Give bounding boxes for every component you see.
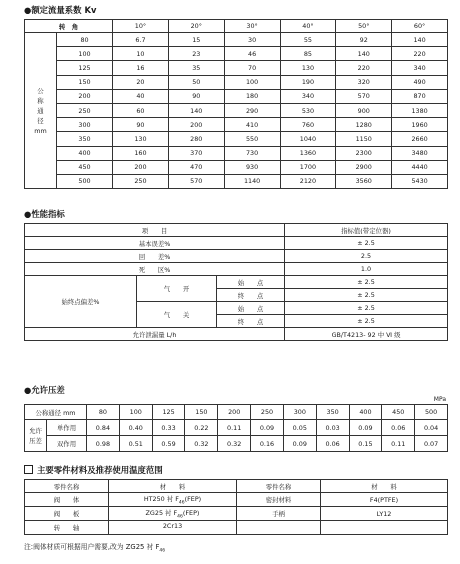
kv-cell: 200 (113, 160, 169, 174)
dp-title: 允许压差 (31, 385, 65, 395)
close-start-value: ± 2.5 (285, 302, 448, 315)
kv-cell: 1280 (336, 118, 392, 132)
start-point-label: 始 点 (217, 276, 285, 289)
kv-cell: 23 (168, 47, 224, 61)
material-cell: LY12 (321, 507, 448, 521)
single-acting-cell: 0.33 (152, 420, 185, 436)
table-row (25, 132, 448, 146)
dp-diameter-cell: 300 (283, 405, 316, 420)
single-acting-cell: 0.40 (119, 420, 152, 436)
double-acting-cell: 0.11 (382, 436, 415, 452)
kv-cell: 1040 (280, 132, 336, 146)
angle-header: 40° (280, 20, 336, 33)
material-main: HT250 衬 F (143, 494, 179, 503)
materials-note (24, 541, 448, 553)
note-text: 注:阀体材质可根据用户需要,改为 ZG25 衬 F (24, 543, 160, 551)
kv-cell: 140 (336, 47, 392, 61)
dp-diameter-cell: 200 (218, 405, 251, 420)
kv-cell: 320 (336, 75, 392, 89)
leakage-value: GB/T4213- 92 中 Ⅵ 级 (285, 328, 448, 341)
endpoint-deviation-label: 始终点偏差% (25, 276, 137, 328)
kv-cell: 550 (224, 132, 280, 146)
kv-cell: 490 (392, 75, 448, 89)
diameter-cell: 200 (57, 89, 113, 103)
kv-cell: 140 (168, 103, 224, 117)
single-acting-cell: 0.84 (87, 420, 120, 436)
kv-cell: 200 (168, 118, 224, 132)
side-label-char: 径 (37, 116, 44, 125)
kv-cell: 570 (336, 89, 392, 103)
kv-cell: 92 (336, 33, 392, 47)
kv-cell: 100 (224, 75, 280, 89)
bullet-icon: ● (24, 209, 32, 219)
kv-cell: 30 (224, 33, 280, 47)
bullet-icon: ● (24, 5, 32, 15)
kv-cell: 1700 (280, 160, 336, 174)
diameter-cell: 450 (57, 160, 113, 174)
kv-cell: 2120 (280, 174, 336, 188)
side-label-char: 通 (37, 106, 44, 115)
material-cell (109, 507, 237, 521)
kv-cell: 340 (392, 61, 448, 75)
material-main: ZG25 衬 F (145, 508, 178, 517)
material-tail: (FEP) (184, 494, 202, 503)
kv-cell: 290 (224, 103, 280, 117)
diameter-cell: 300 (57, 118, 113, 132)
part-name-cell: 转 轴 (25, 521, 109, 535)
kv-cell: 15 (168, 33, 224, 47)
materials-table (24, 479, 448, 535)
kv-cell: 20 (113, 75, 169, 89)
table-row (25, 328, 448, 341)
kv-cell: 220 (336, 61, 392, 75)
flow-table (24, 19, 448, 189)
single-acting-cell: 0.06 (382, 420, 415, 436)
table-row (25, 507, 448, 521)
kv-cell: 2900 (336, 160, 392, 174)
kv-cell: 280 (168, 132, 224, 146)
single-acting-cell: 0.22 (185, 420, 218, 436)
dp-diameter-cell: 350 (316, 405, 349, 420)
double-acting-label: 双作用 (47, 436, 87, 452)
table-row (25, 521, 448, 535)
table-row (25, 33, 448, 47)
kv-cell: 1140 (224, 174, 280, 188)
side-label-unit: mm (34, 126, 47, 135)
diameter-cell: 250 (57, 103, 113, 117)
table-row (25, 75, 448, 89)
kv-cell: 40 (113, 89, 169, 103)
kv-cell: 6.7 (113, 33, 169, 47)
material-main: 2Cr13 (162, 522, 183, 531)
dp-diameter-cell: 125 (152, 405, 185, 420)
kv-cell: 50 (168, 75, 224, 89)
materials-header-row (25, 480, 448, 493)
dp-diameter-cell: 400 (349, 405, 382, 420)
table-row (25, 146, 448, 160)
flow-coefficient-section (24, 4, 448, 189)
dp-group-label-line: 压差 (29, 436, 42, 445)
material-header: 材 料 (109, 480, 237, 493)
material-cell: F4(PTFE) (321, 493, 448, 507)
angle-corner-label: 转 角 (25, 20, 113, 33)
material-subscript: 46 (178, 500, 185, 506)
end-point-label: 终 点 (217, 289, 285, 302)
kv-cell: 160 (113, 146, 169, 160)
materials-heading (24, 464, 448, 476)
kv-cell: 10 (113, 47, 169, 61)
kv-cell: 870 (392, 89, 448, 103)
double-acting-cell: 0.09 (283, 436, 316, 452)
dp-diameter-cell: 450 (382, 405, 415, 420)
angle-header: 30° (224, 20, 280, 33)
diameter-cell: 500 (57, 174, 113, 188)
performance-table (24, 223, 448, 341)
table-row (25, 61, 448, 75)
angle-header: 60° (392, 20, 448, 33)
table-row (25, 493, 448, 507)
basic-error-value: ± 2.5 (285, 237, 448, 250)
kv-cell: 55 (280, 33, 336, 47)
table-row (25, 47, 448, 61)
end-point-label: 终 点 (217, 315, 285, 328)
perf-heading (24, 208, 448, 220)
dp-heading (24, 384, 448, 396)
start-point-label: 始 点 (217, 302, 285, 315)
double-acting-cell: 0.32 (218, 436, 251, 452)
kv-cell: 220 (392, 47, 448, 61)
part-name-cell (237, 521, 321, 535)
kv-cell: 2660 (392, 132, 448, 146)
part-name-cell: 阀 板 (25, 507, 109, 521)
kv-cell: 1960 (392, 118, 448, 132)
kv-cell: 1380 (392, 103, 448, 117)
dp-diameter-cell: 500 (415, 405, 448, 420)
dp-diameter-label: 公称通径 mm (25, 405, 87, 420)
material-cell (109, 493, 237, 507)
dp-diameter-cell: 100 (119, 405, 152, 420)
part-name-cell: 手柄 (237, 507, 321, 521)
single-acting-cell: 0.09 (349, 420, 382, 436)
side-label-char: 称 (37, 96, 44, 105)
angle-header: 10° (113, 20, 169, 33)
kv-cell: 130 (113, 132, 169, 146)
kv-cell: 900 (336, 103, 392, 117)
leakage-label: 允许泄漏量 L/h (25, 328, 285, 341)
kv-cell: 470 (168, 160, 224, 174)
open-end-value: ± 2.5 (285, 289, 448, 302)
double-acting-cell: 0.07 (415, 436, 448, 452)
table-row (25, 276, 448, 289)
performance-section (24, 208, 448, 341)
kv-cell: 3480 (392, 146, 448, 160)
table-row (25, 237, 448, 250)
dp-header-row (25, 405, 448, 420)
diameter-cell: 80 (57, 33, 113, 47)
flow-title: 额定流量系数 Kv (31, 5, 97, 15)
kv-cell: 730 (224, 146, 280, 160)
kv-cell: 16 (113, 61, 169, 75)
material-cell (109, 521, 237, 535)
pressure-difference-section (24, 384, 448, 452)
kv-cell: 60 (113, 103, 169, 117)
double-acting-cell: 0.51 (119, 436, 152, 452)
single-acting-cell: 0.03 (316, 420, 349, 436)
kv-cell: 3560 (336, 174, 392, 188)
kv-cell: 340 (280, 89, 336, 103)
single-acting-cell: 0.04 (415, 420, 448, 436)
close-end-value: ± 2.5 (285, 315, 448, 328)
kv-cell: 130 (280, 61, 336, 75)
single-acting-label: 单作用 (47, 420, 87, 436)
kv-cell: 35 (168, 61, 224, 75)
single-acting-cell: 0.11 (218, 420, 251, 436)
dp-diameter-cell: 150 (185, 405, 218, 420)
material-header: 材 料 (321, 480, 448, 493)
kv-cell: 5430 (392, 174, 448, 188)
part-name-cell: 密封材料 (237, 493, 321, 507)
air-open-label: 气 开 (137, 276, 217, 302)
kv-cell: 180 (224, 89, 280, 103)
kv-cell: 930 (224, 160, 280, 174)
material-tail: (FEP) (182, 508, 200, 517)
diameter-cell: 400 (57, 146, 113, 160)
dp-diameter-cell: 80 (87, 405, 120, 420)
single-acting-cell: 0.09 (251, 420, 284, 436)
allowable-dp-label (25, 420, 47, 452)
side-label-char: 公 (37, 86, 44, 95)
double-acting-cell: 0.06 (316, 436, 349, 452)
double-acting-cell: 0.98 (87, 436, 120, 452)
table-row (25, 174, 448, 188)
kv-cell: 1150 (336, 132, 392, 146)
perf-value-header: 指标值(带定位器) (285, 224, 448, 237)
table-row (25, 160, 448, 174)
material-subscript: 46 (177, 514, 183, 520)
kv-cell: 90 (113, 118, 169, 132)
table-row (25, 118, 448, 132)
part-name-header: 零件名称 (237, 480, 321, 493)
air-close-label: 气 关 (137, 302, 217, 328)
kv-cell: 2300 (336, 146, 392, 160)
single-acting-cell: 0.05 (283, 420, 316, 436)
part-name-header: 零件名称 (25, 480, 109, 493)
kv-cell: 1360 (280, 146, 336, 160)
table-row (25, 436, 448, 452)
table-row (25, 89, 448, 103)
kv-cell: 760 (280, 118, 336, 132)
material-cell (321, 521, 448, 535)
bullet-icon: ● (24, 385, 32, 395)
dp-diameter-cell: 250 (251, 405, 284, 420)
deadband-value: 1.0 (285, 263, 448, 276)
diameter-cell: 150 (57, 75, 113, 89)
backlash-label: 回 差% (25, 250, 285, 263)
diameter-cell: 100 (57, 47, 113, 61)
open-start-value: ± 2.5 (285, 276, 448, 289)
kv-cell: 370 (168, 146, 224, 160)
double-acting-cell: 0.15 (349, 436, 382, 452)
kv-cell: 190 (280, 75, 336, 89)
kv-cell: 85 (280, 47, 336, 61)
materials-section (24, 464, 448, 553)
checkbox-icon (24, 465, 33, 474)
table-row (25, 103, 448, 117)
pressure-table (24, 404, 448, 452)
kv-cell: 90 (168, 89, 224, 103)
kv-cell: 250 (113, 174, 169, 188)
diameter-cell: 125 (57, 61, 113, 75)
note-subscript: 46 (159, 548, 166, 554)
kv-cell: 140 (392, 33, 448, 47)
kv-cell: 410 (224, 118, 280, 132)
diameter-cell: 350 (57, 132, 113, 146)
flow-header-row (25, 20, 448, 33)
dp-group-label-line: 允许 (29, 426, 42, 435)
double-acting-cell: 0.59 (152, 436, 185, 452)
perf-item-header: 项 目 (25, 224, 285, 237)
basic-error-label: 基本误差% (25, 237, 285, 250)
perf-title: 性能指标 (31, 209, 65, 219)
double-acting-cell: 0.32 (185, 436, 218, 452)
kv-cell: 4440 (392, 160, 448, 174)
backlash-value: 2.5 (285, 250, 448, 263)
table-row (25, 250, 448, 263)
kv-cell: 70 (224, 61, 280, 75)
flow-heading (24, 4, 448, 16)
table-row (25, 420, 448, 436)
angle-header: 50° (336, 20, 392, 33)
dp-unit: MPa (433, 396, 446, 403)
materials-title: 主要零件材料及推荐使用温度范围 (37, 465, 163, 475)
kv-cell: 530 (280, 103, 336, 117)
table-row (25, 263, 448, 276)
nominal-diameter-side-label (25, 33, 57, 189)
perf-header-row (25, 224, 448, 237)
angle-header: 20° (168, 20, 224, 33)
double-acting-cell: 0.16 (251, 436, 284, 452)
kv-cell: 46 (224, 47, 280, 61)
part-name-cell: 阀 体 (25, 493, 109, 507)
deadband-label: 死 区% (25, 263, 285, 276)
kv-cell: 570 (168, 174, 224, 188)
